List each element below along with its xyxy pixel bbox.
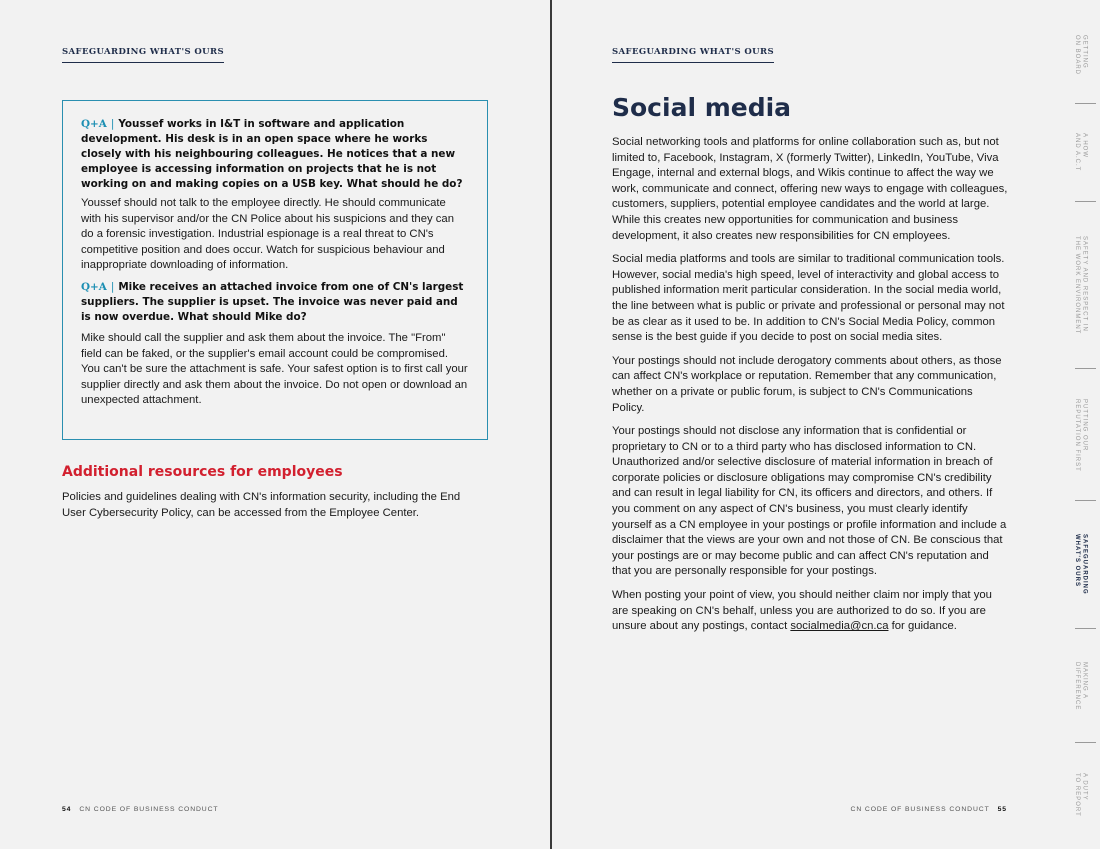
qa-tag: Q+A [81, 280, 107, 293]
qa-answer: Mike should call the supplier and ask them about the invoice. The "From" field can be faked, or the supplier's email account could be compromised. You can't be sure the attachment is safe. Your safest option is to first call your supplier directly and ask them about the invoice. Do not open or download an unexpected attachment. [81, 331, 468, 407]
page-footer [62, 806, 218, 813]
qa-question [81, 117, 469, 192]
nav-tab-safeguarding-whats-ours[interactable] [1060, 512, 1100, 616]
nav-tab-label: A HOW AND A.C.T [1074, 132, 1088, 172]
qa-question [81, 280, 469, 325]
resources-title: Additional resources for employees [62, 464, 343, 480]
nav-divider [1075, 742, 1096, 743]
qa-question-text: Youssef works in I&T in software and application development. His desk is in an open space where he works closely with his neighbouring colleagues. He notices that a new employee is accessing information on projects that he is not working on and making copies on a USB key. What should he do? [81, 118, 463, 190]
nav-divider [1075, 628, 1096, 629]
nav-tab-label: GETTING ON BOARD [1074, 34, 1088, 75]
nav-tab-making-a-difference[interactable] [1060, 640, 1100, 732]
page-footer [851, 806, 1007, 813]
nav-tab-a-how-and-act[interactable] [1060, 114, 1100, 190]
nav-tab-getting-on-board[interactable] [1060, 18, 1100, 92]
qa-answer: Youssef should not talk to the employee directly. He should communicate with his supervisor and/or the CN Police about his suspicions and they can do a forensic investigation. Industrial espionage is a real threat to CN's competitive position and does occur. Watch for suspicious behaviour and inappropriate downloading of information. [81, 197, 454, 272]
paragraph-text: for guidance. [888, 620, 957, 633]
section-side-nav [1060, 0, 1100, 849]
qa-block [81, 117, 469, 274]
email-link[interactable]: socialmedia@cn.ca [790, 620, 889, 633]
paragraph: Your postings should not disclose any information that is confidential or proprietary to CN or to a third party who has disclosed information to CN. Unauthorized and/or selective disclosure of material information in breach of corporate policies or disclosure obligations may compromise CN's credibility and can result in legal liability for CN, its officers and directors, and others. If you comment on any aspect of CN's business, you must clearly identify yourself as a CN employee in your postings or profile information and include a disclaimer that the views are your own and not those of CN. Be conscious that your postings are or may become public and can affect CN's reputation and that you are personally responsible for your postings. [612, 425, 1007, 578]
nav-tab-label: A DUTY TO REPORT [1074, 773, 1088, 817]
nav-tab-label: PUTTING OUR REPUTATION FIRST [1074, 398, 1088, 472]
nav-divider [1075, 500, 1096, 501]
nav-divider [1075, 103, 1096, 104]
paragraph [612, 588, 1008, 635]
section-header: SAFEGUARDING WHAT'S OURS [62, 47, 224, 63]
qa-separator: | [110, 280, 115, 293]
body-text [612, 135, 1008, 635]
page-title: Social media [612, 93, 792, 122]
nav-tab-a-duty-to-report[interactable] [1060, 754, 1100, 836]
qa-separator: | [110, 118, 115, 130]
paragraph: Social media platforms and tools are similar to traditional communication tools. However, social media's high speed, level of interactivity and global access to published information merit particular consideration. In the social media world, the line between what is public or private and professional or personal may not be as clear as it used to be. In addition to CN's Social Media Policy, common sense is the best guide if you decide to post on social media sites. [612, 253, 1005, 344]
nav-tab-safety-and-respect[interactable] [1060, 212, 1100, 358]
nav-tab-label: SAFEGUARDING WHAT'S OURS [1074, 533, 1088, 595]
right-page [552, 0, 1060, 849]
paragraph: Your postings should not include derogatory comments about others, as those can affect CN's workplace or reputation. Remember that any communication, whether on a private or public forum, is subject to CN's Communications Policy. [612, 354, 1002, 414]
nav-divider [1075, 201, 1096, 202]
nav-tab-putting-our-reputation-first[interactable] [1060, 380, 1100, 490]
page-number: 54 [62, 806, 72, 813]
footer-text: CN CODE OF BUSINESS CONDUCT [79, 806, 219, 813]
nav-tab-label: SAFETY AND RESPECT IN THE WORK ENVIRONMENT [1074, 235, 1088, 335]
section-header: SAFEGUARDING WHAT'S OURS [612, 47, 774, 63]
resources-body: Policies and guidelines dealing with CN's information security, including the End User Cybersecurity Policy, can be accessed from the Employee Center. [62, 491, 461, 519]
page-number: 55 [997, 806, 1007, 813]
qa-box [62, 100, 488, 440]
footer-text: CN CODE OF BUSINESS CONDUCT [850, 806, 990, 813]
paragraph: Social networking tools and platforms for online collaboration such as, but not limited to, Facebook, Instagram, X (formerly Twitter), LinkedIn, YouTube, Viva Engage, internal and external blogs, and Wikis continue to affect the way we work, communicate and connect, offering new ways to engage with colleagues, customers, suppliers, potential employee candidates and the world at large. While this creates new opportunities for communication and business development, it also creates new responsibilities for CN employees. [612, 136, 1008, 242]
qa-tag: Q+A [81, 118, 107, 130]
nav-tab-label: MAKING A DIFFERENCE [1074, 661, 1088, 711]
qa-block [81, 280, 469, 409]
nav-divider [1075, 368, 1096, 369]
paragraph-text: When posting your point of view, you should neither claim nor imply that you are speaking on CN's behalf, unless you are authorized to do so. If you are unsure about any postings, contact [612, 589, 992, 633]
qa-question-text: Mike receives an attached invoice from one of CN's largest suppliers. The supplier is upset. The invoice was never paid and is now overdue. What should Mike do? [81, 280, 464, 323]
